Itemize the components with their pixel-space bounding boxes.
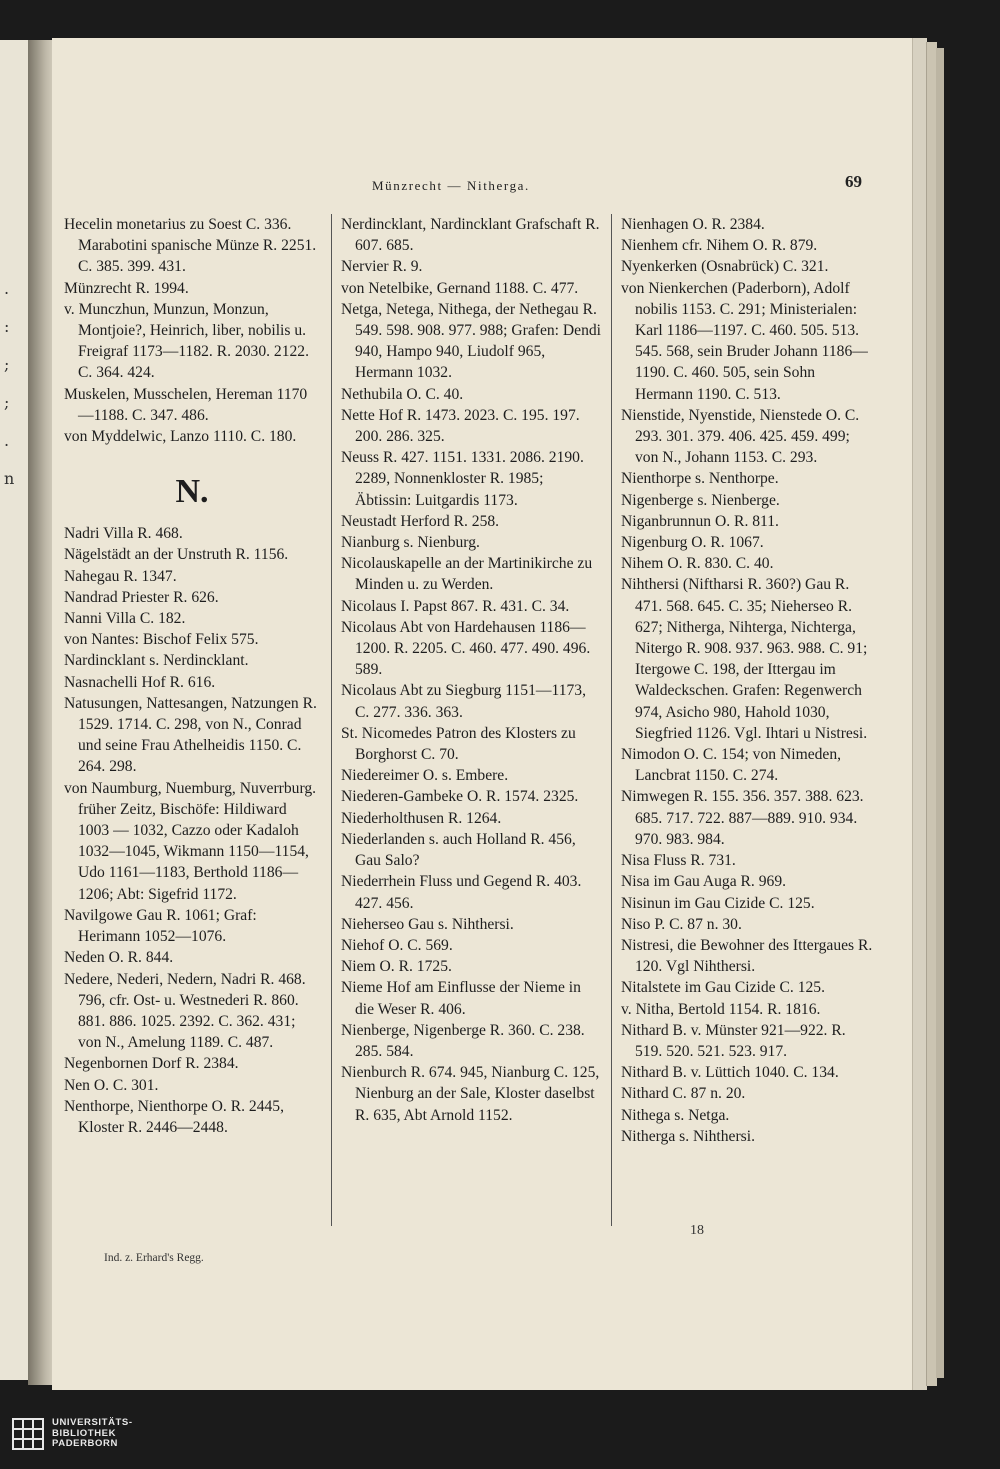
index-entry: Nimwegen R. 155. 356. 357. 388. 623. 685. 717. 722. 887—889. 910. 934. 970. 983. 984. [621,788,864,848]
index-entry: Nienburch R. 674. 945, Nianburg C. 125, Nienburg an der Sale, Kloster daselbst R. 635, Abt Arnold 1152. [341,1064,600,1124]
index-entry: Nihthersi (Niftharsi R. 360?) Gau R. 471. 568. 645. C. 35; Nieherseo R. 627; Nitherga, Nihterga, Nichterga, Nitergo R. 908. 937. 963. 988. C. 91; Itergowe C. 198, der Ittergau im Waldeckschen. Grafen: Regenwerch 974, Asicho 980, Hahold 1030, Siegfried 1126. Vgl. Ihtari u Nistresi. [621,576,868,742]
index-entry: Nicolaus Abt zu Siegburg 1151—1173, C. 277. 336. 363. [341,682,587,721]
index-entry: Nigenburg O. R. 1067. [621,534,764,552]
signature-mark: 18 [690,1223,704,1238]
index-entry: Nen O. C. 301. [64,1076,159,1094]
index-entry: v. Munczhun, Munzun, Monzun, Montjoie?, Heinrich, liber, nobilis u. Freigraf 1173—1182. R. 2030. 2122. C. 364. 424. [64,300,309,382]
index-entry: Nieherseo Gau s. Nihthersi. [341,915,514,933]
index-entry: Niederen-Gambeke O. R. 1574. 2325. [341,788,579,806]
index-entry: Nienstide, Nyenstide, Nienstede O. C. 293. 301. 379. 406. 425. 459. 499; von N., Johann 1153. C. 293. [621,406,860,467]
index-entry: Niederlanden s. auch Holland R. 456, Gau Salo? [341,830,576,870]
index-entry: Münzrecht R. 1994. [64,279,189,297]
index-entry: Nithard B. v. Lüttich 1040. C. 134. [621,1064,839,1082]
index-entry: Nitherga s. Nihthersi. [621,1127,755,1145]
index-entry: Nethubila O. C. 40. [341,385,464,403]
index-entry: v. Nitha, Bertold 1154. R. 1816. [621,1000,821,1018]
left-page-marks: . : ; ; . n [4,279,15,488]
column-divider [611,214,612,1226]
index-entry: Nerdincklant, Nardincklant Grafschaft R. 607. 685. [341,216,600,255]
index-entry: Nedere, Nederi, Nedern, Nadri R. 468. 796, cfr. Ost- u. Westnederi R. 860. 881. 886. 1025. 2392. C. 362. 431; von N., Amelung 1189. C. 487. [64,970,306,1052]
index-entry: Nitalstete im Gau Cizide C. 125. [621,979,825,997]
page-stack-edge [912,38,927,1390]
index-entry: Niso P. C. 87 n. 30. [621,915,742,933]
index-entry: Neden O. R. 844. [64,949,174,967]
left-page-edge [0,40,29,1380]
index-entry: Nisa Fluss R. 731. [621,852,736,870]
index-entry: Nisinun im Gau Cizide C. 125. [621,894,815,912]
index-entry: Nicolaus Abt von Hardehausen 1186—1200. R. 2205. C. 460. 477. 490. 496. 589. [341,618,591,679]
index-entry: Nandrad Priester R. 626. [64,588,219,606]
index-entry: Nithard B. v. Münster 921—922. R. 519. 520. 521. 523. 917. [621,1021,846,1060]
index-column-1 [64,214,320,1138]
index-entry: Niem O. R. 1725. [341,958,452,976]
index-entry: Nistresi, die Bewohner des Ittergaues R. 120. Vgl Nihthersi. [621,936,873,976]
footer-note: Ind. z. Erhard's Regg. [104,1252,204,1264]
index-entry: von Nienkerchen (Paderborn), Adolf nobilis 1153. C. 291; Ministerialen: Karl 1186—1197. C. 460. 505. 513. 545. 568, sein Bruder Johann 1186—1190. C. 460. 505, sein Sohn Hermann 1190. C. 513. [621,279,868,403]
index-entry: Nienthorpe s. Nenthorpe. [621,470,779,488]
index-entry: Nicolaus I. Papst 867. R. 431. C. 34. [341,597,570,615]
index-entry: Negenbornen Dorf R. 2384. [64,1055,239,1073]
index-entry: Nienhem cfr. Nihem O. R. 879. [621,237,818,255]
index-entry: Nienberge, Nigenberge R. 360. C. 238. 285. 584. [341,1021,585,1060]
index-entry: Niedereimer O. s. Embere. [341,767,509,785]
index-entry: Nadri Villa R. 468. [64,525,183,543]
index-entry: Nianburg s. Nienburg. [341,534,480,552]
index-entry: Niederrhein Fluss und Gegend R. 403. 427. 456. [341,873,582,912]
index-entry: Niehof O. C. 569. [341,936,453,954]
page-number: 69 [845,172,862,191]
index-entry: St. Nicomedes Patron des Klosters zu Borghorst C. 70. [341,724,576,764]
index-entry: Nyenkerken (Osnabrück) C. 321. [621,258,829,276]
index-entry: Natusungen, Nattesangen, Natzungen R. 1529. 1714. C. 298, von N., Conrad und seine Frau Athelheidis 1150. C. 264. 298. [64,694,317,776]
index-column-2 [341,214,603,1126]
index-entry: Netga, Netega, Nithega, der Nethegau R. 549. 598. 908. 977. 988; Grafen: Dendi 940, Hampo 940, Liudolf 965, Hermann 1032. [341,300,601,382]
logo-text: UNIVERSITÄTS- BIBLIOTHEK PADERBORN [52,1417,133,1450]
index-entry: Nahegau R. 1347. [64,567,177,585]
index-entry: von Naumburg, Nuemburg, Nuverrburg. früher Zeitz, Bischöfe: Hildiward 1003 — 1032, Cazzo oder Kadaloh 1032—1045, Wikmann 1150—1154, Udo 1161—1183, Berthold 1186—1206; Abt: Sigefrid 1172. [64,779,317,903]
index-entry: Nette Hof R. 1473. 2023. C. 195. 197. 200. 286. 325. [341,406,580,446]
index-entry: von Nantes: Bischof Felix 575. [64,631,259,649]
index-entry: Nigenberge s. Nienberge. [621,491,780,509]
library-logo [12,1418,133,1450]
index-entry: Nervier R. 9. [341,258,423,276]
index-entry: Muskelen, Musschelen, Hereman 1170—1188. C. 347. 486. [64,385,308,424]
index-entry: Nardincklant s. Nerdincklant. [64,652,249,670]
index-entry: Nenthorpe, Nienthorpe O. R. 2445, Kloster R. 2446—2448. [64,1097,285,1136]
index-entry: Nienhagen O. R. 2384. [621,216,765,233]
index-entry: Nicolauskapelle an der Martinikirche zu Minden u. zu Werden. [341,555,593,594]
running-header: Münzrecht — Nitherga. [372,178,530,193]
index-entry: Neustadt Herford R. 258. [341,512,500,530]
index-entry: Nithega s. Netga. [621,1106,730,1124]
index-entry: Neuss R. 427. 1151. 1331. 2086. 2190. 2289, Nonnenkloster R. 1985; Äbtissin: Luitgardis 1173. [341,449,584,509]
index-entry: Nieme Hof am Einflusse der Nieme in die Weser R. 406. [341,979,581,1018]
index-entry: Nimodon O. C. 154; von Nimeden, Lancbrat 1150. C. 274. [621,746,842,785]
column-divider [331,214,332,1226]
index-entry: Nithard C. 87 n. 20. [621,1085,746,1103]
index-entry: Navilgowe Gau R. 1061; Graf: Herimann 1052—1076. [64,906,257,946]
index-entry: Nanni Villa C. 182. [64,610,186,628]
index-entry: Nägelstädt an der Unstruth R. 1156. [64,546,289,564]
logo-icon [12,1418,44,1450]
index-entry: von Netelbike, Gernand 1188. C. 477. [341,279,579,297]
index-entry: Nasnachelli Hof R. 616. [64,673,216,691]
index-entry: von Myddelwic, Lanzo 1110. C. 180. [64,428,297,446]
index-column-3 [621,214,875,1147]
index-entry: Niganbrunnun O. R. 811. [621,512,779,530]
section-letter: N. [175,473,209,511]
index-entry: Nisa im Gau Auga R. 969. [621,873,787,891]
index-entry: Niederholthusen R. 1264. [341,809,502,827]
index-entry: Hecelin monetarius zu Soest C. 336. Marabotini spanische Münze R. 2251. C. 385. 399. 431. [64,216,317,276]
index-entry: Nihem O. R. 830. C. 40. [621,555,774,573]
page-stack-edge [936,48,944,1378]
